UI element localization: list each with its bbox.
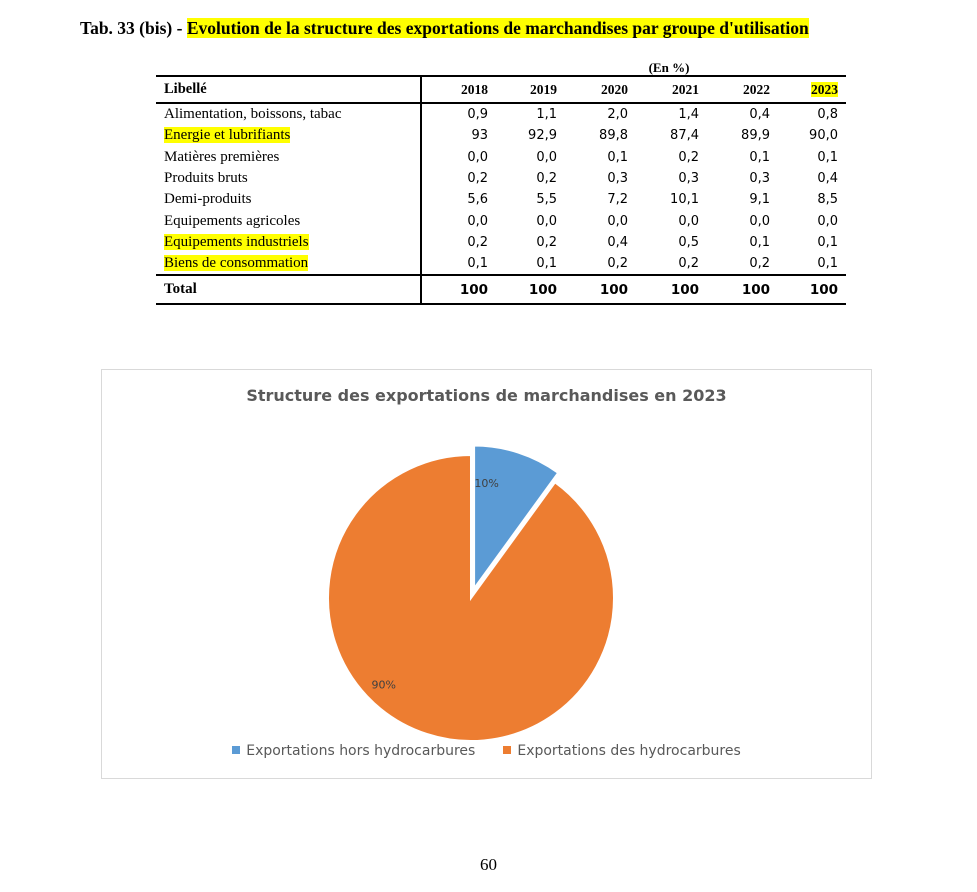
legend-item-2 xyxy=(503,743,740,759)
cell-2019: 0,2 xyxy=(536,234,557,250)
cell-2018: 0,2 xyxy=(421,232,496,253)
row-label xyxy=(156,232,421,253)
cell-2018: 0,1 xyxy=(421,253,496,275)
cell-2021: 0,2 xyxy=(678,256,699,272)
column-header-2019: 2019 xyxy=(496,76,565,103)
table-row xyxy=(156,232,846,253)
cell-2023: 0,4 xyxy=(817,171,838,187)
row-label xyxy=(156,125,421,146)
legend-item-1 xyxy=(232,743,475,759)
total-row xyxy=(156,275,846,304)
row-label: Equipements agricoles xyxy=(164,212,301,229)
cell-2019: 1,1 xyxy=(536,107,557,123)
cell-2019: 92,9 xyxy=(528,128,557,144)
data-label-1: 10% xyxy=(474,476,499,490)
cell-2023: 0,8 xyxy=(817,107,838,123)
cell-2018: 5,6 xyxy=(421,189,496,210)
cell-2020: 0,4 xyxy=(607,234,628,250)
row-label: Demi-produits xyxy=(164,191,252,208)
table-row xyxy=(156,168,846,189)
cell-2019: 0,1 xyxy=(536,256,557,272)
cell-2020: 2,0 xyxy=(607,107,628,123)
cell-2020: 0,0 xyxy=(607,213,628,229)
cell-2021: 0,2 xyxy=(678,149,699,165)
highlighted-year: 2023 xyxy=(811,81,838,97)
total-cell-2019: 100 xyxy=(496,275,565,304)
total-cell-2020: 100 xyxy=(565,275,636,304)
cell-2023: 0,1 xyxy=(817,149,838,165)
legend-label: Exportations hors hydrocarbures xyxy=(246,743,476,759)
cell-2020: 0,2 xyxy=(607,256,628,272)
column-header-2020: 2020 xyxy=(565,76,636,103)
cell-2023: 0,1 xyxy=(817,234,838,250)
cell-2023: 0,1 xyxy=(817,256,838,272)
table-header-row xyxy=(156,76,846,103)
table-number: Tab. 33 (bis) - xyxy=(80,18,187,38)
pie-chart-container xyxy=(101,369,872,779)
cell-2023: 8,5 xyxy=(817,192,838,208)
cell-2018: 0,9 xyxy=(421,103,496,125)
cell-2018: 93 xyxy=(421,125,496,146)
cell-2020: 0,3 xyxy=(607,171,628,187)
exports-structure-table xyxy=(156,75,846,305)
cell-2018: 0,2 xyxy=(421,168,496,189)
data-label-2: 90% xyxy=(371,678,396,692)
cell-2018: 0,0 xyxy=(421,147,496,168)
cell-2022: 0,2 xyxy=(749,256,770,272)
cell-2019: 5,5 xyxy=(536,192,557,208)
cell-2022: 89,9 xyxy=(741,128,770,144)
cell-2020: 0,1 xyxy=(607,149,628,165)
row-label: Produits bruts xyxy=(164,170,248,187)
column-header-2022: 2022 xyxy=(707,76,778,103)
highlighted-row-label: Biens de consommation xyxy=(164,255,309,272)
chart-legend xyxy=(102,743,871,759)
cell-2022: 9,1 xyxy=(749,192,770,208)
pie-slice-2 xyxy=(328,455,614,741)
cell-2021: 0,0 xyxy=(678,213,699,229)
cell-2021: 0,5 xyxy=(678,234,699,250)
table-row xyxy=(156,147,846,168)
cell-2021: 0,3 xyxy=(678,171,699,187)
table-body xyxy=(156,103,846,275)
legend-swatch xyxy=(503,746,511,754)
column-header-label: Libellé xyxy=(156,76,421,103)
cell-2023: 0,0 xyxy=(817,213,838,229)
pie-chart xyxy=(102,370,871,778)
table-title xyxy=(80,18,940,39)
row-label: Matières premières xyxy=(164,148,280,165)
cell-2021: 1,4 xyxy=(678,107,699,123)
page-number: 60 xyxy=(480,855,497,874)
table-title-text: Evolution de la structure des exportations de marchandises par groupe d'utilisation xyxy=(186,18,809,38)
legend-swatch xyxy=(232,746,240,754)
highlighted-row-label: Energie et lubrifiants xyxy=(164,127,291,144)
table-row xyxy=(156,103,846,125)
row-label xyxy=(156,253,421,275)
cell-2022: 0,4 xyxy=(749,107,770,123)
cell-2021: 10,1 xyxy=(670,192,699,208)
cell-2018: 0,0 xyxy=(421,210,496,231)
total-cell-2022: 100 xyxy=(707,275,778,304)
total-cell-2023: 100 xyxy=(778,275,846,304)
table-row xyxy=(156,189,846,210)
cell-2022: 0,1 xyxy=(749,149,770,165)
cell-2022: 0,0 xyxy=(749,213,770,229)
column-header-2023 xyxy=(778,76,846,103)
cell-2020: 89,8 xyxy=(599,128,628,144)
cell-2019: 0,2 xyxy=(536,171,557,187)
table-row xyxy=(156,253,846,275)
total-cell-2021: 100 xyxy=(636,275,707,304)
table-row xyxy=(156,210,846,231)
total-label: Total xyxy=(156,275,421,304)
column-header-2021: 2021 xyxy=(636,76,707,103)
cell-2019: 0,0 xyxy=(536,213,557,229)
cell-2022: 0,3 xyxy=(749,171,770,187)
chart-title: Structure des exportations de marchandises en 2023 xyxy=(246,386,727,405)
cell-2019: 0,0 xyxy=(536,149,557,165)
legend-label: Exportations des hydrocarbures xyxy=(517,743,741,759)
highlighted-row-label: Equipements industriels xyxy=(164,233,309,250)
cell-2021: 87,4 xyxy=(670,128,699,144)
column-header-2018: 2018 xyxy=(421,76,496,103)
cell-2020: 7,2 xyxy=(607,192,628,208)
unit-label: (En %) xyxy=(648,60,690,75)
cell-2023: 90,0 xyxy=(809,128,838,144)
cell-2022: 0,1 xyxy=(749,234,770,250)
table-row xyxy=(156,125,846,146)
total-cell-2018: 100 xyxy=(421,275,496,304)
row-label: Alimentation, boissons, tabac xyxy=(164,106,342,123)
